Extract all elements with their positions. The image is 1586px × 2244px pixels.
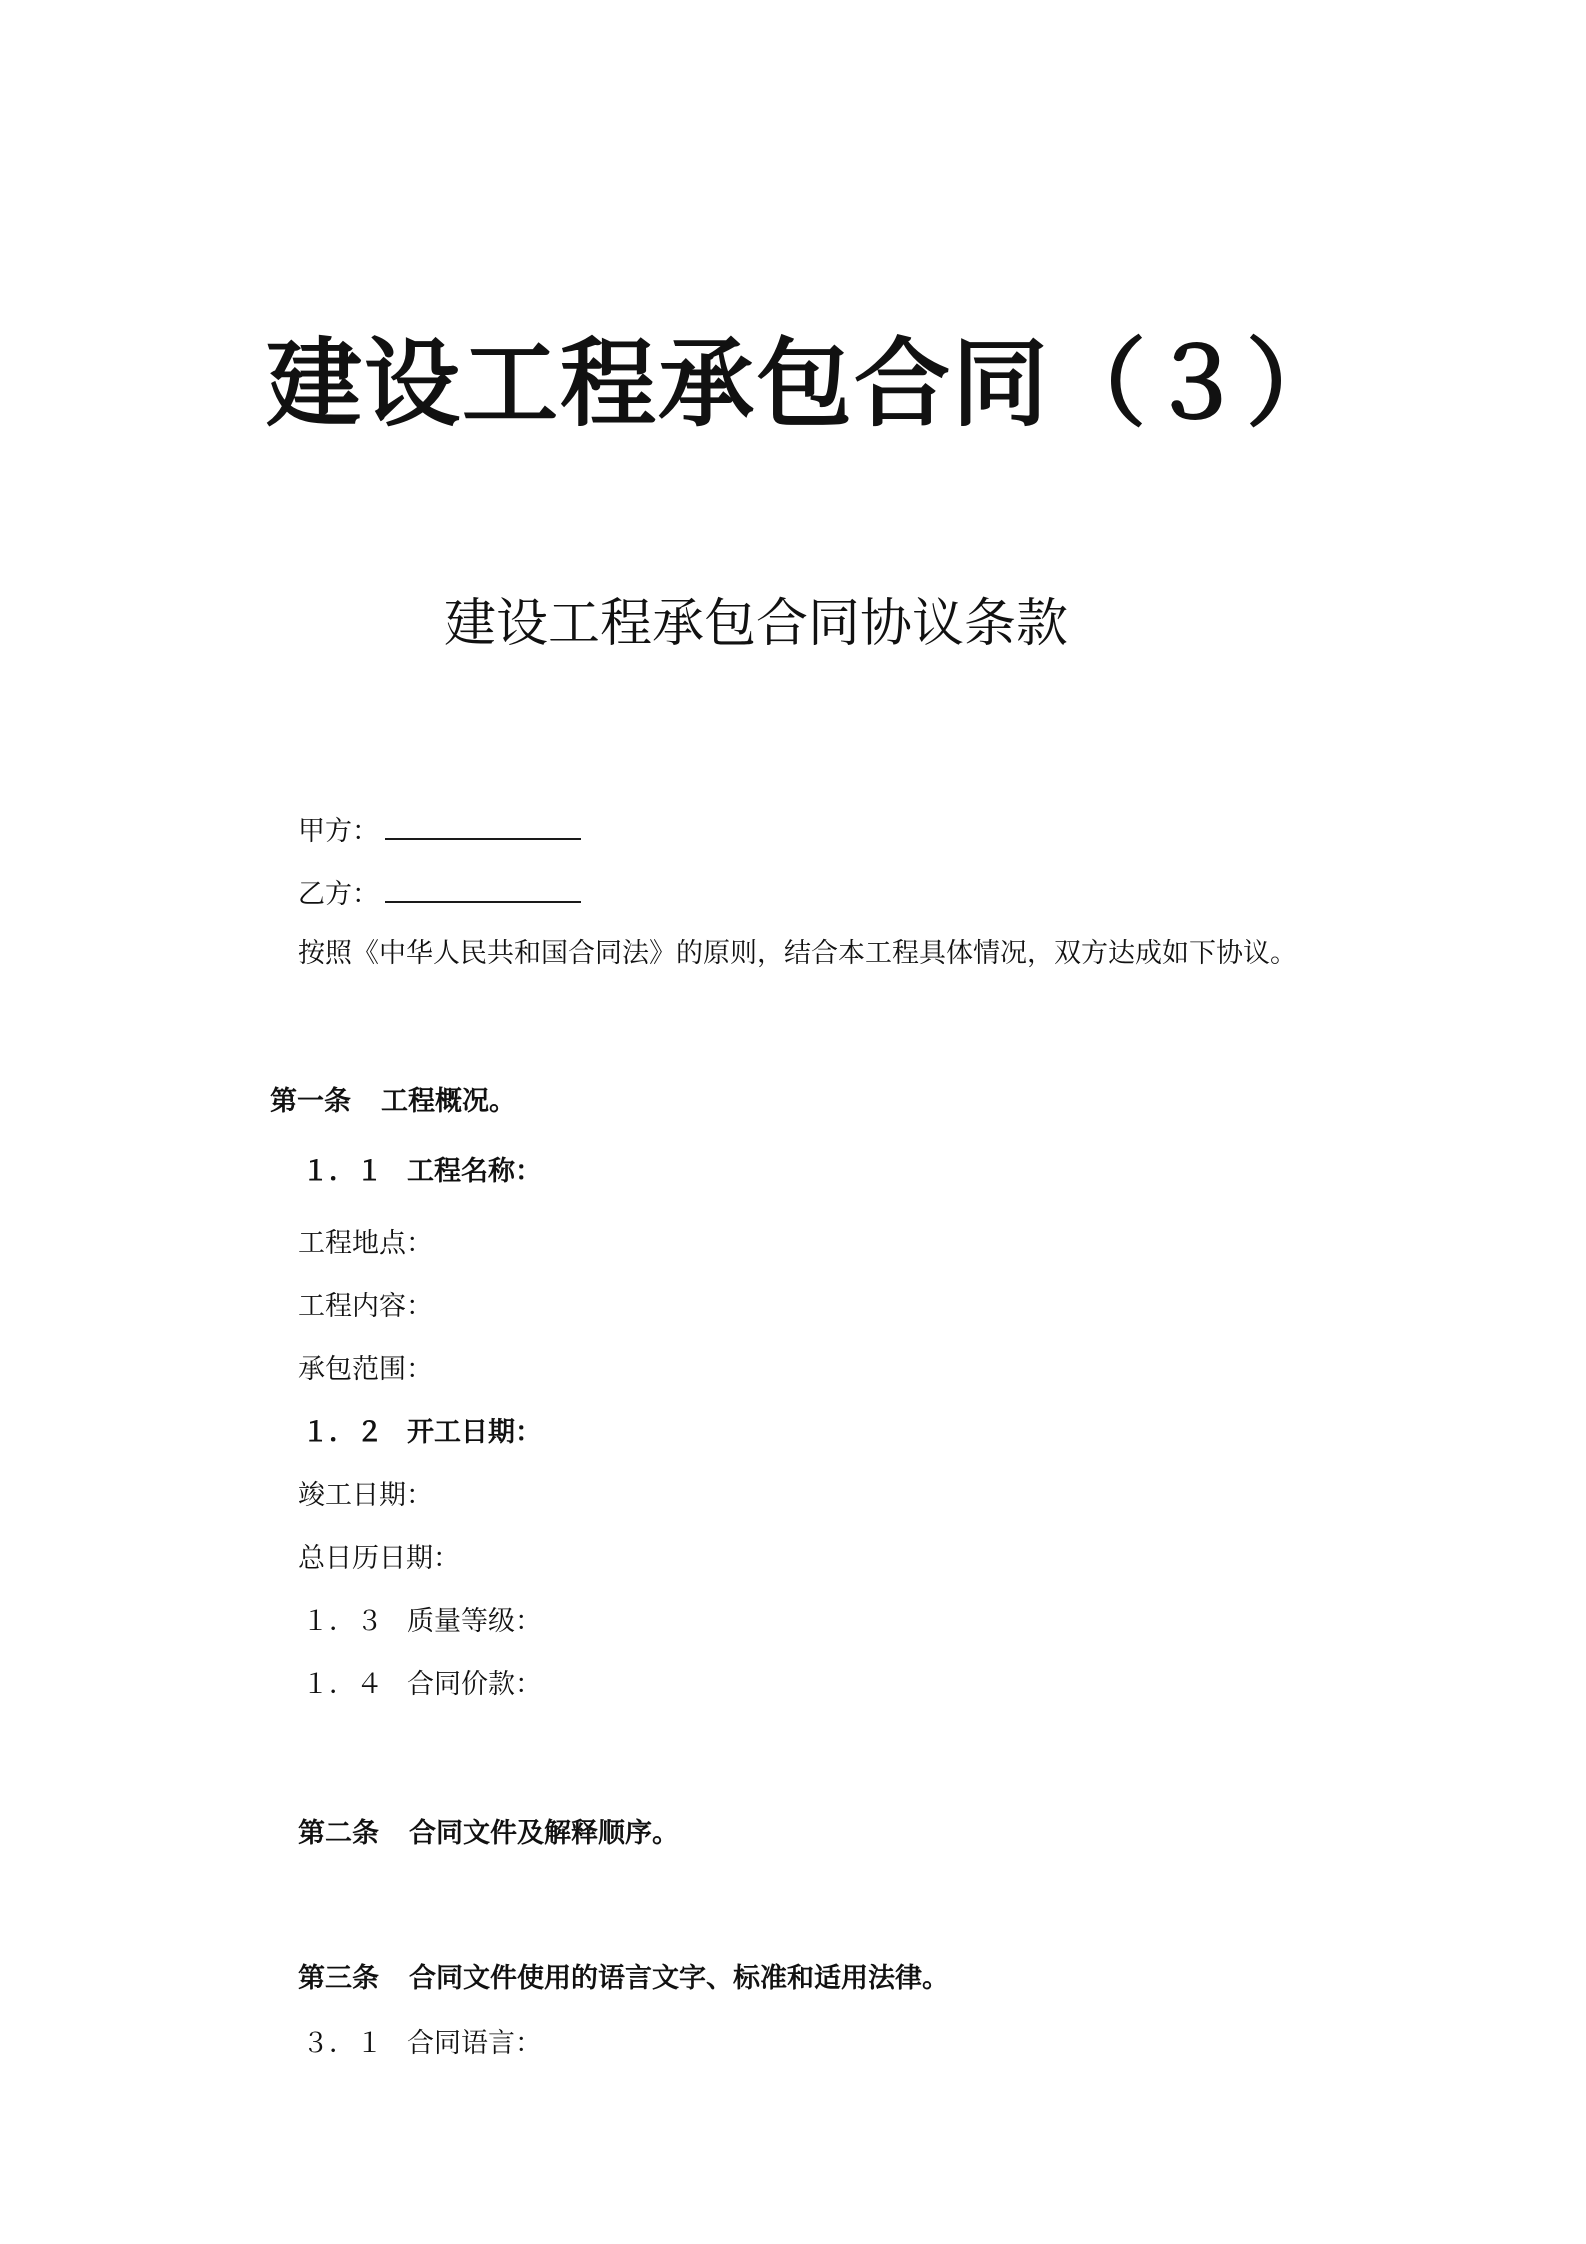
item-3-1-number: ３．１	[302, 2028, 383, 2059]
article-1-number: 第一条	[270, 1086, 351, 1117]
item-3-1-label: 合同语言：	[407, 2028, 542, 2059]
project-location: 工程地点：	[298, 1228, 433, 1259]
document-title: 建设工程承包合同（３）	[266, 327, 1344, 440]
item-1-4-label: 合同价款：	[407, 1669, 542, 1700]
party-b-blank	[385, 877, 581, 903]
completion-date: 竣工日期：	[298, 1480, 433, 1511]
article-2-title: 合同文件及解释顺序。	[409, 1818, 679, 1849]
item-1-4-number: １．４	[302, 1669, 383, 1700]
party-a-label: 甲方：	[298, 816, 379, 847]
item-3-1	[302, 2030, 542, 2057]
article-3-number: 第三条	[298, 1963, 379, 1994]
item-1-1-label: 工程名称：	[407, 1156, 542, 1187]
project-content: 工程内容：	[298, 1291, 433, 1322]
item-1-3	[302, 1608, 542, 1635]
item-1-3-number: １．３	[302, 1606, 383, 1637]
article-2-number: 第二条	[298, 1818, 379, 1849]
document-subtitle: 建设工程承包合同协议条款	[444, 594, 1069, 654]
article-2-heading	[298, 1820, 679, 1847]
party-b-line	[298, 877, 581, 908]
article-3-title: 合同文件使用的语言文字、标准和适用法律。	[409, 1963, 949, 1994]
item-1-2-label: 开工日期：	[407, 1417, 542, 1448]
party-a-blank	[385, 814, 581, 840]
intro-paragraph: 按照《中华人民共和国合同法》的原则，结合本工程具体情况，双方达成如下协议。	[298, 938, 1297, 969]
party-a-line	[298, 814, 581, 845]
item-1-2	[302, 1419, 542, 1446]
item-1-2-number: １．２	[302, 1417, 383, 1448]
party-b-label: 乙方：	[298, 879, 379, 910]
item-1-3-label: 质量等级：	[407, 1606, 542, 1637]
total-calendar-days: 总日历日期：	[298, 1543, 460, 1574]
contract-scope: 承包范围：	[298, 1354, 433, 1385]
item-1-4	[302, 1671, 542, 1698]
article-1-heading	[270, 1088, 516, 1115]
item-1-1-number: １．１	[302, 1156, 383, 1187]
article-3-heading	[298, 1965, 949, 1992]
item-1-1	[302, 1158, 542, 1185]
article-1-title: 工程概况。	[381, 1086, 516, 1117]
